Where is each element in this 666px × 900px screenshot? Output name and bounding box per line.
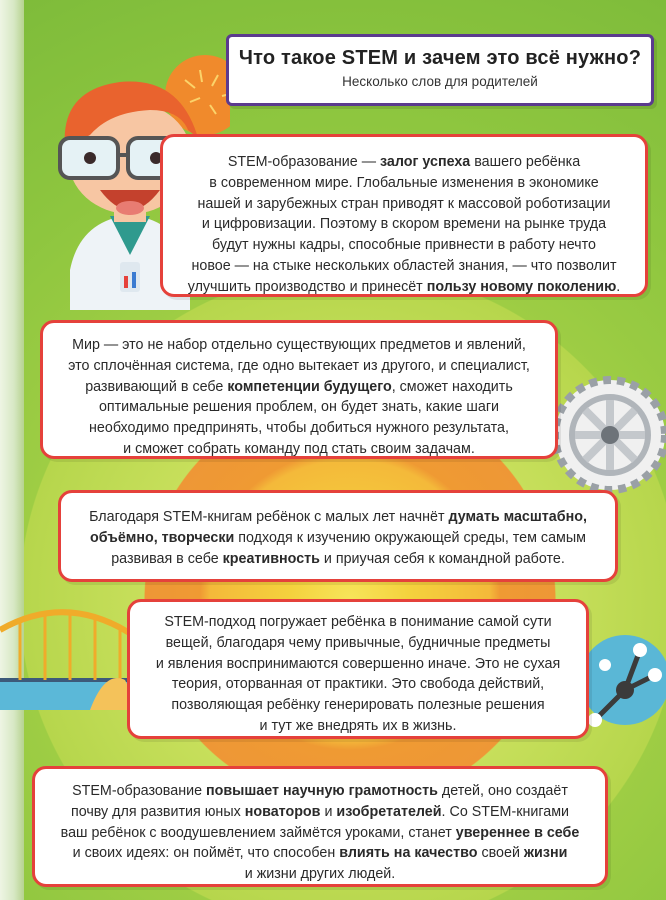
emphasis-text: объёмно, творчески bbox=[90, 529, 235, 546]
header-card bbox=[226, 34, 654, 106]
text-segment: новое — на стыке нескольких областей знания, — что позволит bbox=[191, 257, 617, 274]
info-card-4 bbox=[127, 599, 589, 739]
emphasis-text: компетенции будущего bbox=[227, 378, 392, 395]
text-line bbox=[138, 612, 578, 633]
text-line bbox=[51, 418, 547, 439]
molecule-icon bbox=[585, 620, 666, 750]
text-segment: улучшить производство и принесёт bbox=[187, 278, 427, 295]
text-line bbox=[43, 843, 597, 864]
emphasis-text: повышает научную грамотность bbox=[206, 783, 438, 799]
emphasis-text: залог успеха bbox=[379, 154, 471, 170]
info-card-text bbox=[51, 335, 547, 460]
text-segment: и сможет собрать команду под стать своим задачам. bbox=[123, 440, 475, 457]
text-line bbox=[171, 256, 637, 277]
text-line bbox=[51, 397, 547, 418]
text-line bbox=[51, 335, 547, 356]
text-line bbox=[171, 277, 637, 298]
emphasis-text: новаторов bbox=[244, 803, 321, 820]
info-card-text bbox=[43, 781, 597, 885]
text-segment: в современном мире. Глобальные изменения в экономике bbox=[209, 174, 599, 191]
text-segment: вещей, благодаря чему привычные, будничные предметы bbox=[165, 634, 551, 651]
text-line bbox=[51, 377, 547, 398]
text-line bbox=[171, 194, 637, 215]
info-card-text bbox=[69, 507, 607, 569]
emphasis-text: креативность bbox=[222, 550, 320, 567]
info-card-text bbox=[138, 612, 578, 737]
text-segment: детей, оно создаёт bbox=[437, 783, 568, 799]
text-segment: STEM-подход погружает ребёнка в понимание самой сути bbox=[164, 614, 552, 630]
text-line bbox=[171, 235, 637, 256]
text-segment: теория, оторванная от практики. Это свобода действий, bbox=[171, 676, 545, 693]
text-segment: вашего ребёнка bbox=[470, 154, 581, 170]
text-segment: . bbox=[616, 278, 621, 295]
text-line bbox=[171, 152, 637, 173]
text-segment: будут нужны кадры, способные привнести в работу нечто bbox=[212, 237, 596, 254]
text-segment: необходимо предпринять, чтобы добиться нужного результата, bbox=[89, 420, 509, 437]
text-segment: Благодаря STEM-книгам ребёнок с малых лет начнёт bbox=[89, 509, 449, 525]
text-segment: STEM-образование bbox=[72, 783, 207, 799]
text-line bbox=[51, 356, 547, 377]
text-line bbox=[43, 864, 597, 885]
text-segment: позволяющая ребёнку генерировать полезные решения bbox=[171, 697, 545, 714]
text-segment: почву для развития юных bbox=[70, 803, 245, 820]
text-segment: развивая в себе bbox=[111, 550, 223, 567]
text-line bbox=[138, 716, 578, 737]
text-segment: подходя к изучению окружающей среды, тем самым bbox=[234, 529, 586, 546]
text-segment: STEM-образование — bbox=[227, 154, 380, 170]
text-line bbox=[171, 173, 637, 194]
text-line bbox=[43, 781, 597, 802]
emphasis-text: думать масштабно, bbox=[448, 509, 587, 525]
info-card-5 bbox=[32, 766, 608, 887]
text-segment: , сможет находить bbox=[391, 378, 513, 395]
text-segment: и явления воспринимаются совершенно иначе. Это не сухая bbox=[155, 655, 561, 672]
text-line bbox=[138, 674, 578, 695]
text-line bbox=[138, 695, 578, 716]
text-segment: своей bbox=[477, 845, 524, 862]
text-line bbox=[138, 654, 578, 675]
text-segment: . Со STEM-книгами bbox=[441, 803, 570, 820]
text-line bbox=[69, 549, 607, 570]
text-segment: и bbox=[320, 803, 337, 820]
text-segment: и тут же внедрять их в жизнь. bbox=[259, 717, 457, 734]
text-line bbox=[51, 439, 547, 460]
text-segment: и приучая себя к командной работе. bbox=[319, 550, 565, 567]
emphasis-text: изобретателей bbox=[336, 803, 442, 820]
emphasis-text: пользу новому поколению bbox=[426, 278, 617, 295]
emphasis-text: влиять на качество bbox=[339, 845, 478, 862]
bridge-icon bbox=[0, 600, 140, 720]
info-card-2 bbox=[40, 320, 558, 459]
text-line bbox=[43, 823, 597, 844]
page-binding-edge bbox=[0, 0, 24, 900]
text-segment: это сплочённая система, где одно вытекает из другого, и специалист, bbox=[68, 357, 530, 374]
page-title: Что такое STEM и зачем это всё нужно? bbox=[238, 47, 642, 69]
text-segment: и своих идеях: он поймёт, что способен bbox=[72, 845, 340, 862]
text-segment: нашей и зарубежных стран приводят к массовой роботизации bbox=[197, 195, 611, 212]
text-segment: развивающий в себе bbox=[85, 378, 228, 395]
info-card-3 bbox=[58, 490, 618, 582]
info-card-1 bbox=[160, 134, 648, 297]
text-segment: Мир — это не набор отдельно существующих предметов и явлений, bbox=[72, 337, 526, 353]
text-line bbox=[138, 633, 578, 654]
page-subtitle: Несколько слов для родителей bbox=[342, 74, 538, 89]
text-segment: и цифровизации. Поэтому в скором времени на рынке труда bbox=[201, 216, 607, 233]
emphasis-text: жизни bbox=[523, 845, 568, 862]
gear-icon bbox=[540, 370, 666, 500]
text-line bbox=[171, 214, 637, 235]
text-line bbox=[69, 528, 607, 549]
text-segment: ваш ребёнок с воодушевлением займётся уроками, станет bbox=[60, 824, 456, 841]
info-card-text bbox=[171, 152, 637, 298]
text-segment: и жизни других людей. bbox=[244, 866, 396, 883]
text-line bbox=[69, 507, 607, 528]
emphasis-text: увереннее в себе bbox=[455, 824, 580, 841]
text-line bbox=[43, 802, 597, 823]
text-segment: оптимальные решения проблем, он будет знать, какие шаги bbox=[98, 399, 500, 416]
